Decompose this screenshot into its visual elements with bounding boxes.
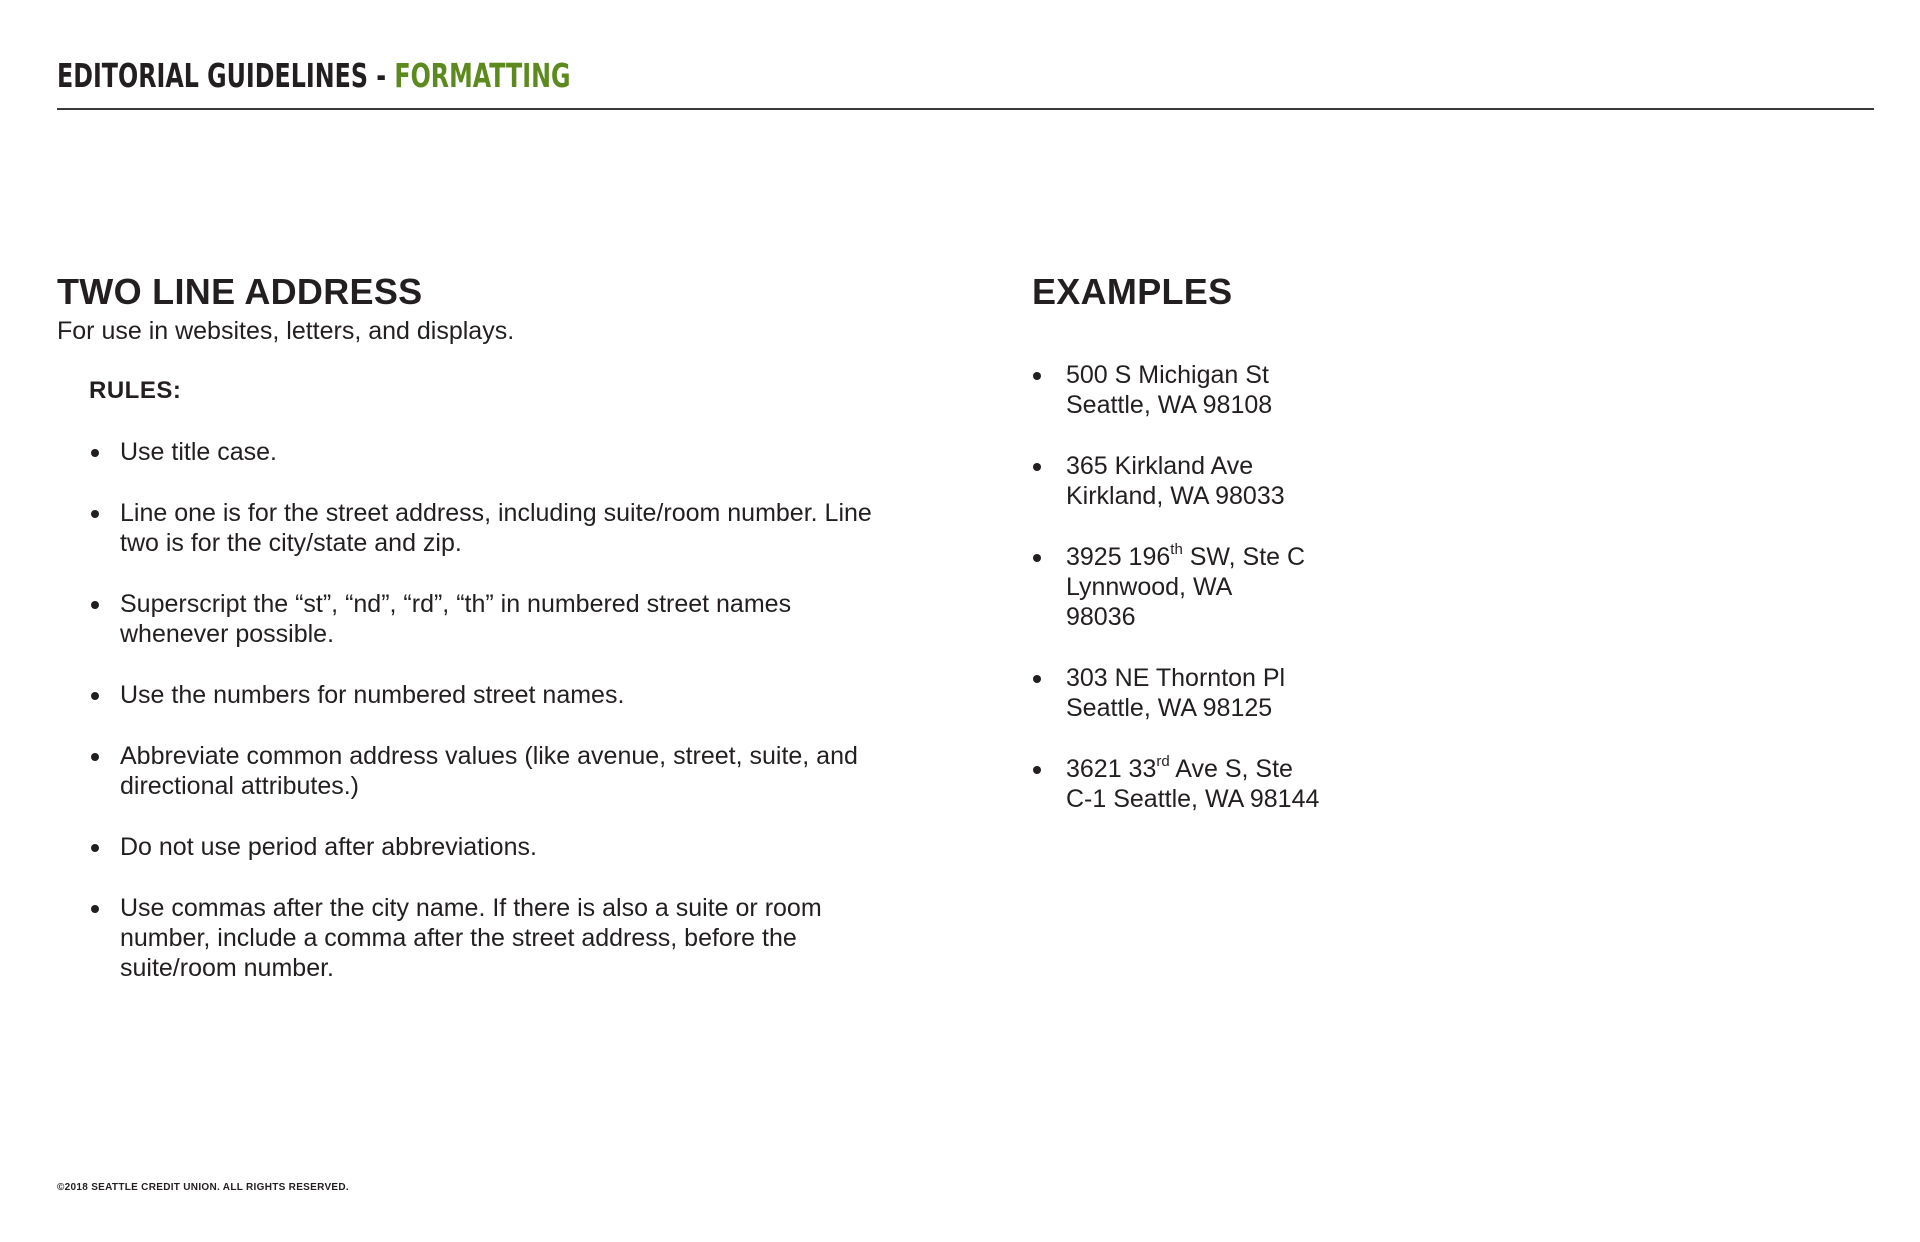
- example-line: 500 S Michigan St: [1066, 361, 1269, 389]
- section-subtitle: For use in websites, letters, and displays.: [57, 317, 515, 345]
- rule-item: Do not use period after abbreviations.: [89, 832, 877, 862]
- rule-item: Use title case.: [89, 437, 877, 467]
- example-item: [1032, 542, 1532, 632]
- example-line: C-1 Seattle, WA 98144: [1066, 785, 1320, 813]
- examples-list: [1032, 360, 1532, 814]
- section-heading: TWO LINE ADDRESS: [57, 271, 423, 312]
- page-header: [57, 52, 1874, 110]
- ordinal-superscript: rd: [1156, 752, 1170, 770]
- example-line: 303 NE Thornton Pl: [1066, 664, 1286, 692]
- ordinal-superscript: th: [1170, 540, 1183, 558]
- rule-item: Use the numbers for numbered street names.: [89, 680, 877, 710]
- example-item: [1032, 451, 1532, 511]
- example-line: Lynnwood, WA: [1066, 573, 1233, 601]
- rule-item: Use commas after the city name. If there is also a suite or room number, include a comma after the street address, before the suite/room number.: [89, 893, 877, 983]
- examples-heading: EXAMPLES: [1032, 271, 1233, 312]
- two-line-address-section: [57, 268, 877, 1014]
- page-title-main: EDITORIAL GUIDELINES -: [57, 56, 387, 95]
- example-line: [1066, 542, 1532, 572]
- rule-item: Superscript the “st”, “nd”, “rd”, “th” in numbered street names whenever possible.: [89, 589, 877, 649]
- page-title: [57, 56, 570, 95]
- example-item: [1032, 360, 1532, 420]
- example-line-text: Ave S, Ste: [1169, 755, 1293, 783]
- example-line: 365 Kirkland Ave: [1066, 452, 1254, 480]
- example-line-text: 3621 33: [1066, 755, 1157, 783]
- copyright-footer: ©2018 SEATTLE CREDIT UNION. ALL RIGHTS RESERVED.: [57, 1182, 349, 1193]
- example-line: Seattle, WA 98125: [1066, 694, 1273, 722]
- example-line-text: SW, Ste C: [1182, 543, 1306, 571]
- example-item: [1032, 754, 1532, 814]
- example-line: Kirkland, WA 98033: [1066, 482, 1285, 510]
- rule-item: Line one is for the street address, including suite/room number. Line two is for the city/state and zip.: [89, 498, 877, 558]
- rules-list: [89, 437, 877, 983]
- examples-section: [1032, 268, 1532, 845]
- example-line: 98036: [1066, 603, 1136, 631]
- example-line-text: 3925 196: [1066, 543, 1171, 571]
- example-line: Seattle, WA 98108: [1066, 391, 1273, 419]
- example-line: [1066, 754, 1532, 784]
- rule-item: Abbreviate common address values (like avenue, street, suite, and directional attributes.): [89, 741, 877, 801]
- rules-label: RULES:: [89, 377, 182, 404]
- example-item: [1032, 663, 1532, 723]
- page-title-accent: FORMATTING: [394, 56, 571, 95]
